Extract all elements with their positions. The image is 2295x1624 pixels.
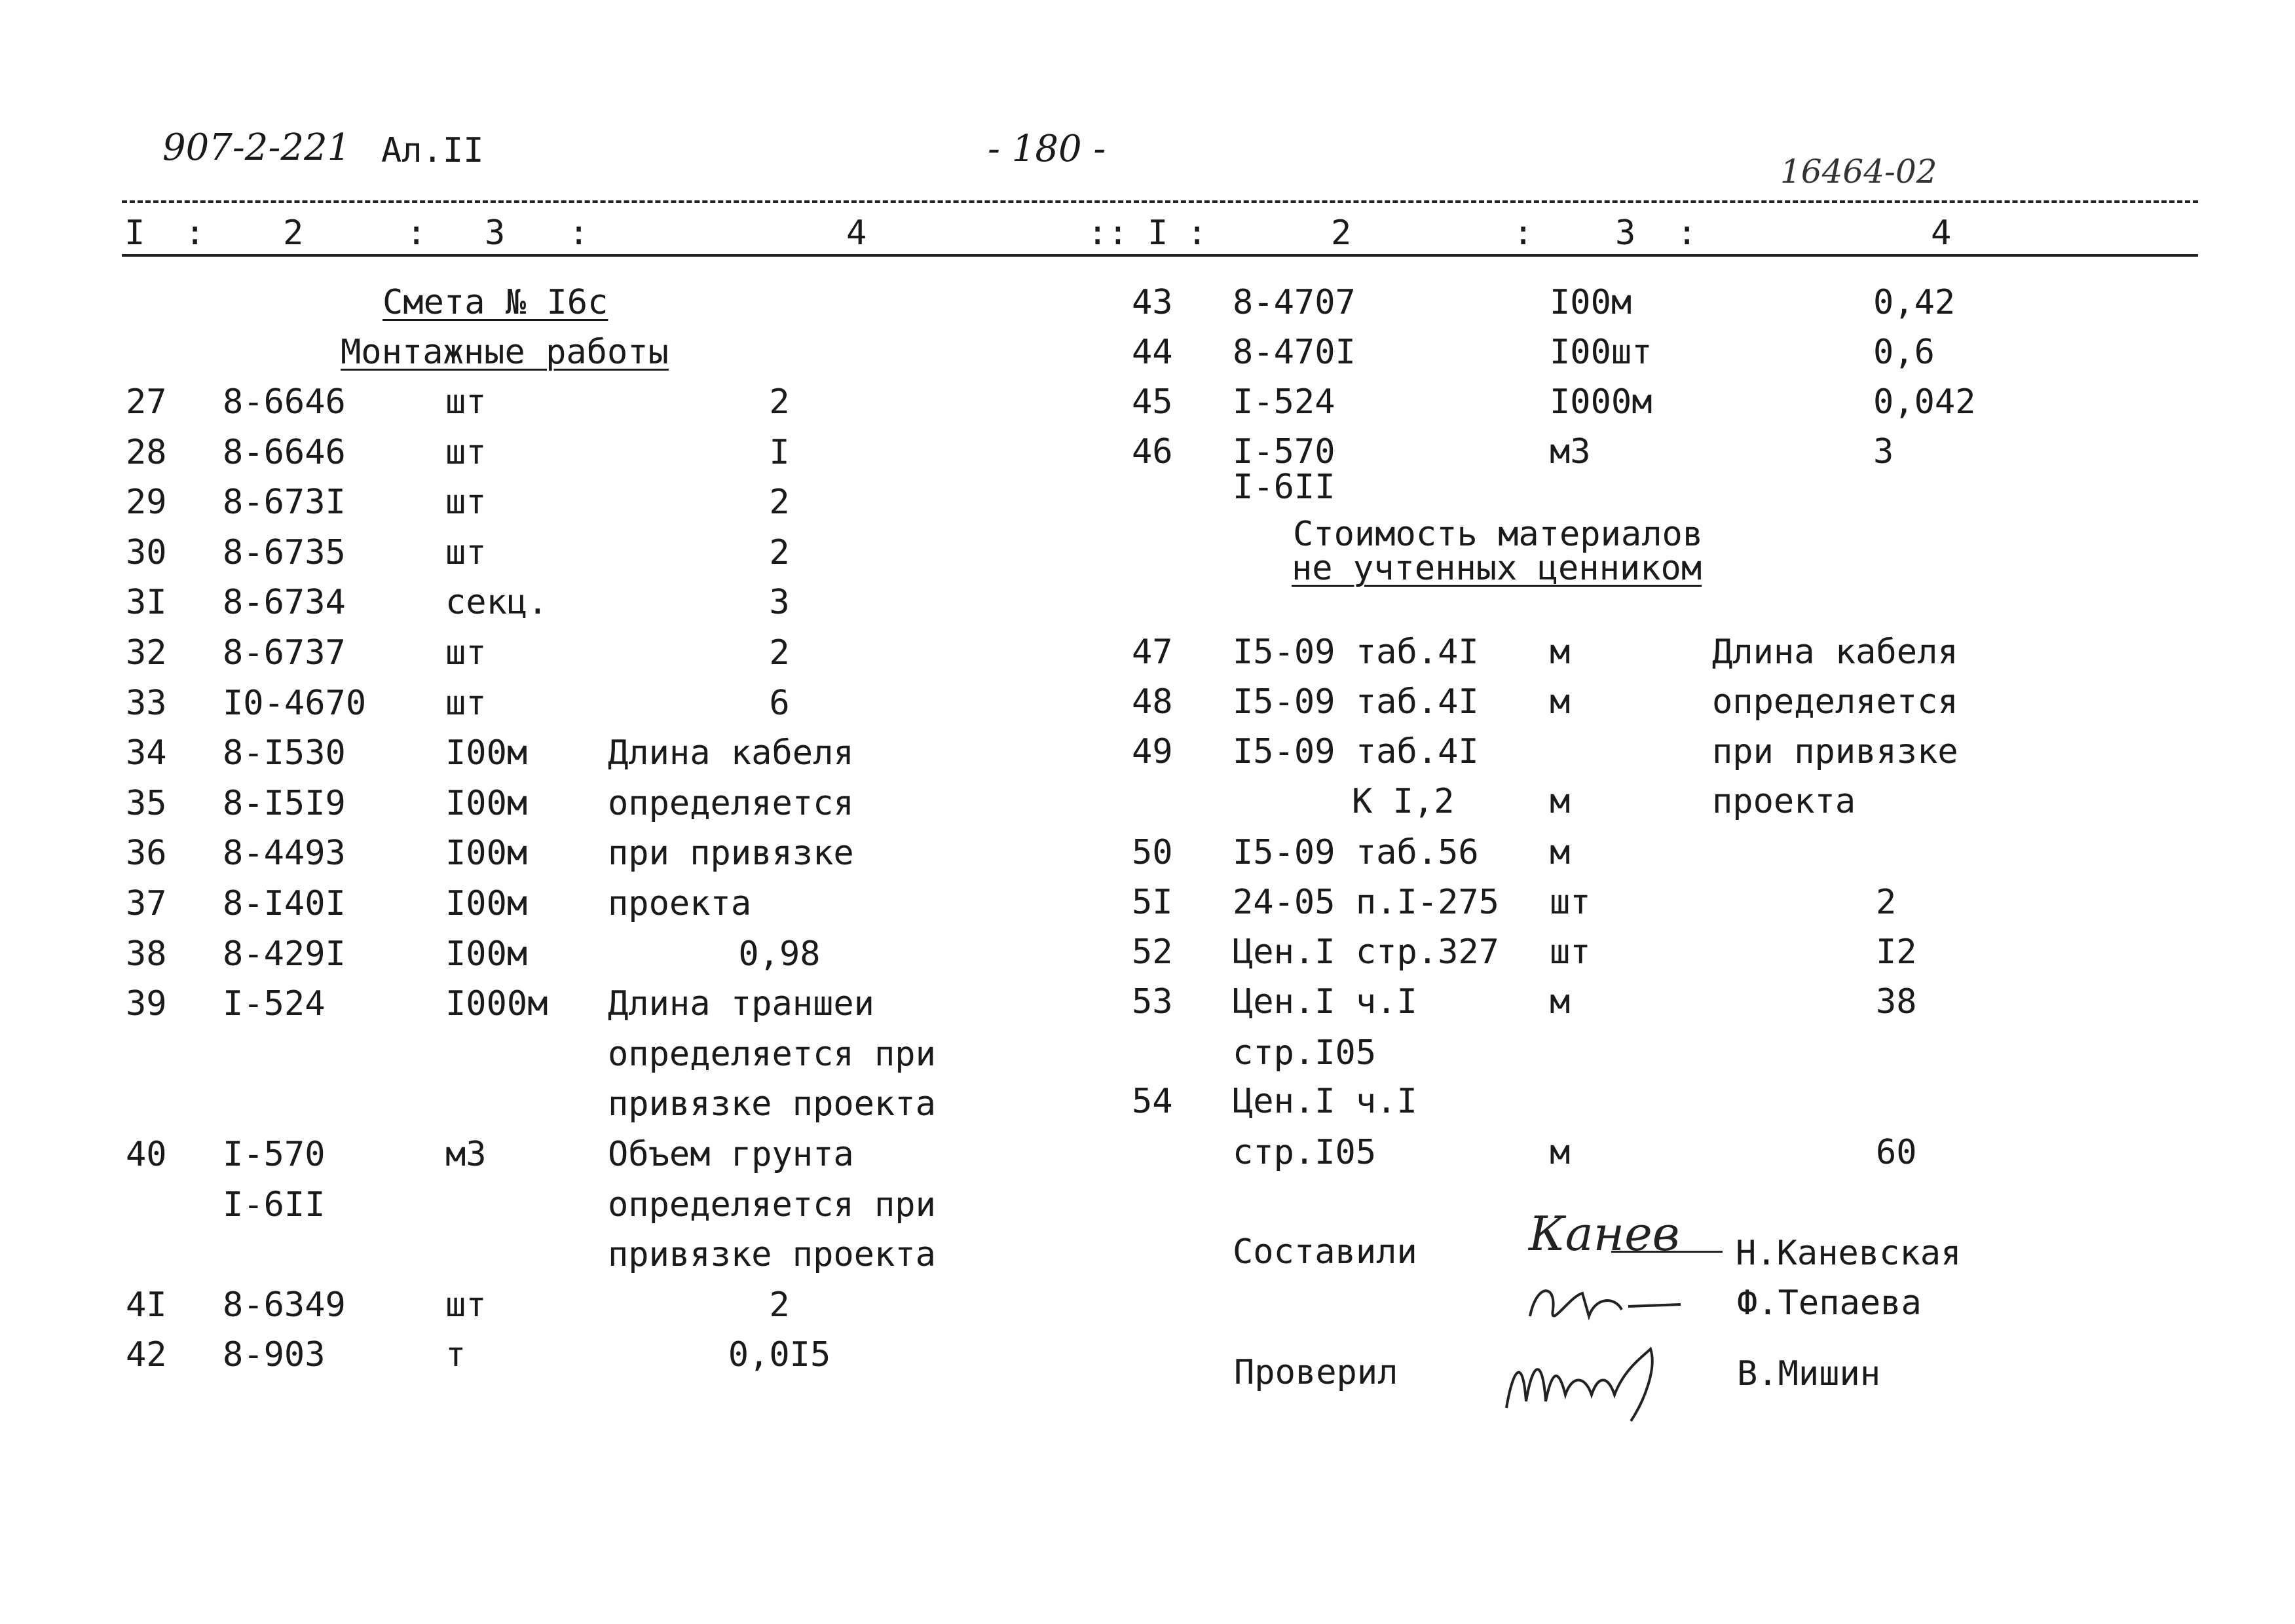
- row-unit: I00шт: [1550, 333, 1652, 372]
- row-unit: шт: [445, 684, 487, 723]
- col-header-right-4: 4: [1931, 213, 1952, 253]
- row-value: I: [769, 433, 790, 472]
- row-number: 38: [126, 934, 167, 974]
- col-header-right-3: 3: [1615, 213, 1636, 253]
- row-unit: м: [1550, 682, 1571, 722]
- col-header-sep: ::: [1087, 213, 1129, 253]
- row-value: 6: [769, 684, 790, 723]
- compiled-label: Составили: [1233, 1232, 1417, 1272]
- compiled-signature-1: Канев: [1529, 1206, 1680, 1261]
- row-code: 8-903: [223, 1335, 326, 1375]
- row-code: I-524: [223, 984, 326, 1024]
- row-unit: I00м: [1550, 283, 1632, 322]
- section-title: Монтажные работы: [341, 333, 669, 372]
- row-number: 32: [126, 633, 167, 673]
- row-code: 8-4707: [1233, 283, 1356, 322]
- col-header-left-2: 2: [283, 213, 304, 253]
- row-code: I0-4670: [223, 684, 367, 723]
- row-number: 27: [126, 382, 167, 422]
- row-number: 54: [1132, 1082, 1173, 1121]
- col-header-left-4: 4: [846, 213, 867, 253]
- estimate-title: Смета № I6с: [382, 283, 608, 322]
- row-value: при привязке: [1712, 732, 1958, 771]
- row-unit: I00м: [445, 733, 528, 773]
- col-header-left-1: I: [124, 213, 145, 253]
- col-header-sep: :: [406, 213, 427, 253]
- row-code: I5-09 таб.4I: [1233, 682, 1479, 722]
- row-code: I-6II: [1233, 468, 1335, 507]
- compiled-name-2: Ф.Тепаева: [1737, 1283, 1922, 1323]
- row-value: 0,42: [1873, 283, 1956, 322]
- col-header-sep: :: [569, 213, 589, 253]
- row-number: 3I: [126, 583, 167, 622]
- document-code: 907-2-221: [162, 126, 351, 169]
- row-unit: шт: [445, 483, 487, 522]
- row-code: 8-470I: [1233, 333, 1356, 372]
- row-unit: I00м: [445, 834, 528, 873]
- row-value: 0,98: [738, 934, 821, 974]
- row-number: 4I: [126, 1285, 167, 1325]
- row-number: 28: [126, 433, 167, 472]
- col-header-sep: :: [185, 213, 206, 253]
- row-number: 43: [1132, 283, 1173, 322]
- row-number: 46: [1132, 432, 1173, 471]
- row-number: 52: [1132, 932, 1173, 972]
- signature-underline: [1611, 1251, 1723, 1253]
- row-value: 2: [769, 1285, 790, 1325]
- row-value: определяется: [1712, 682, 1958, 722]
- row-number: 33: [126, 684, 167, 723]
- row-number: 37: [126, 884, 167, 923]
- row-code: Цен.I стр.327: [1233, 932, 1499, 972]
- checked-name: В.Мишин: [1737, 1354, 1881, 1393]
- materials-title: Стоимость материалов: [1293, 515, 1704, 554]
- row-unit: т: [445, 1335, 466, 1375]
- compiled-signature-2: [1517, 1270, 1687, 1336]
- row-value: 3: [769, 583, 790, 622]
- row-code: 8-6646: [223, 433, 346, 472]
- row-code: стр.I05: [1233, 1133, 1377, 1172]
- row-value: 2: [1876, 883, 1897, 922]
- row-unit: секц.: [445, 583, 548, 622]
- row-unit: I000м: [445, 984, 548, 1024]
- row-value: 2: [769, 382, 790, 422]
- row-code: 8-6735: [223, 533, 346, 572]
- row-code: 8-I40I: [223, 884, 346, 923]
- row-code: 8-6349: [223, 1285, 346, 1325]
- row-value: 0,0I5: [728, 1335, 831, 1375]
- row-number: 30: [126, 533, 167, 572]
- row-unit: м3: [1550, 432, 1591, 471]
- row-code: 8-6737: [223, 633, 346, 673]
- header-top-rule: [122, 200, 2198, 203]
- row-value: 60: [1876, 1133, 1917, 1172]
- row-unit: I00м: [445, 884, 528, 923]
- row-value: 38: [1876, 982, 1917, 1022]
- row-number: 35: [126, 784, 167, 823]
- row-code: 8-429I: [223, 934, 346, 974]
- row-number: 47: [1132, 633, 1173, 672]
- row-number: 44: [1132, 333, 1173, 372]
- row-code: 24-05 п.I-275: [1233, 883, 1499, 922]
- row-number: 45: [1132, 382, 1173, 422]
- row-unit: I00м: [445, 934, 528, 974]
- row-unit: м: [1550, 982, 1571, 1022]
- row-unit: I00м: [445, 784, 528, 823]
- row-code: 8-673I: [223, 483, 346, 522]
- row-value: Длина траншеи: [608, 984, 874, 1024]
- row-code: Цен.I ч.I: [1233, 982, 1417, 1022]
- row-unit: шт: [445, 1285, 487, 1325]
- row-code: I5-09 таб.4I: [1233, 732, 1479, 771]
- checked-label: Проверил: [1234, 1353, 1398, 1392]
- col-header-right-1: I: [1148, 213, 1168, 253]
- row-value: привязке проекта: [608, 1084, 936, 1124]
- col-header-sep: :: [1187, 213, 1208, 253]
- row-unit: м: [1550, 1133, 1571, 1172]
- row-number: 34: [126, 733, 167, 773]
- row-code: 8-4493: [223, 834, 346, 873]
- row-value: 3: [1873, 432, 1894, 471]
- row-number: 48: [1132, 682, 1173, 722]
- row-value: 0,6: [1873, 333, 1935, 372]
- row-value: 0,042: [1873, 382, 1976, 422]
- row-unit: шт: [445, 633, 487, 673]
- row-unit: шт: [1550, 883, 1591, 922]
- row-value: проекта: [608, 884, 752, 923]
- row-number: 50: [1132, 833, 1173, 872]
- row-unit: I000м: [1550, 382, 1652, 422]
- header-bottom-rule: [122, 254, 2198, 257]
- row-value: привязке проекта: [608, 1235, 936, 1274]
- row-number: 39: [126, 984, 167, 1024]
- row-value: Объем грунта: [608, 1135, 854, 1174]
- row-code: I-570: [1233, 432, 1335, 471]
- row-unit: шт: [445, 533, 487, 572]
- row-number: 40: [126, 1135, 167, 1174]
- row-value: 2: [769, 483, 790, 522]
- row-code: 8-6646: [223, 382, 346, 422]
- col-header-right-2: 2: [1331, 213, 1352, 253]
- row-value: I2: [1876, 932, 1917, 972]
- row-value: Длина кабеля: [608, 733, 854, 773]
- row-code: К I,2: [1352, 782, 1455, 821]
- album-label: Ал.II: [381, 131, 484, 170]
- row-number: 42: [126, 1335, 167, 1375]
- row-unit: шт: [445, 382, 487, 422]
- col-header-sep: :: [1677, 213, 1698, 253]
- row-code: I5-09 таб.56: [1233, 833, 1479, 872]
- row-code: стр.I05: [1233, 1033, 1377, 1073]
- row-code: I-6II: [223, 1185, 326, 1225]
- row-unit: м: [1550, 782, 1571, 821]
- row-unit: м: [1550, 833, 1571, 872]
- row-code: I-524: [1233, 382, 1335, 422]
- row-code: 8-I5I9: [223, 784, 346, 823]
- inventory-stamp: 16464-02: [1780, 153, 1937, 191]
- col-header-sep: :: [1513, 213, 1534, 253]
- row-code: Цен.I ч.I: [1233, 1082, 1417, 1121]
- row-code: 8-I530: [223, 733, 346, 773]
- row-code: I5-09 таб.4I: [1233, 633, 1479, 672]
- row-value: 2: [769, 533, 790, 572]
- row-value: определяется: [608, 784, 854, 823]
- col-header-left-3: 3: [485, 213, 506, 253]
- checked-signature: [1493, 1329, 1690, 1428]
- row-number: 53: [1132, 982, 1173, 1022]
- row-value: Длина кабеля: [1712, 633, 1958, 672]
- row-number: 5I: [1132, 883, 1173, 922]
- row-number: 36: [126, 834, 167, 873]
- row-value: определяется при: [608, 1035, 936, 1074]
- row-value: 2: [769, 633, 790, 673]
- row-unit: м3: [445, 1135, 487, 1174]
- row-unit: м: [1550, 633, 1571, 672]
- materials-subtitle: не учтенных ценником: [1292, 549, 1702, 588]
- row-unit: шт: [445, 433, 487, 472]
- row-unit: шт: [1550, 932, 1591, 972]
- row-number: 29: [126, 483, 167, 522]
- row-code: I-570: [223, 1135, 326, 1174]
- row-code: 8-6734: [223, 583, 346, 622]
- row-value: при привязке: [608, 834, 854, 873]
- compiled-name-1: Н.Каневская: [1736, 1234, 1962, 1273]
- row-value: определяется при: [608, 1185, 936, 1225]
- page-number: - 180 -: [988, 128, 1106, 170]
- row-value: проекта: [1712, 782, 1856, 821]
- row-number: 49: [1132, 732, 1173, 771]
